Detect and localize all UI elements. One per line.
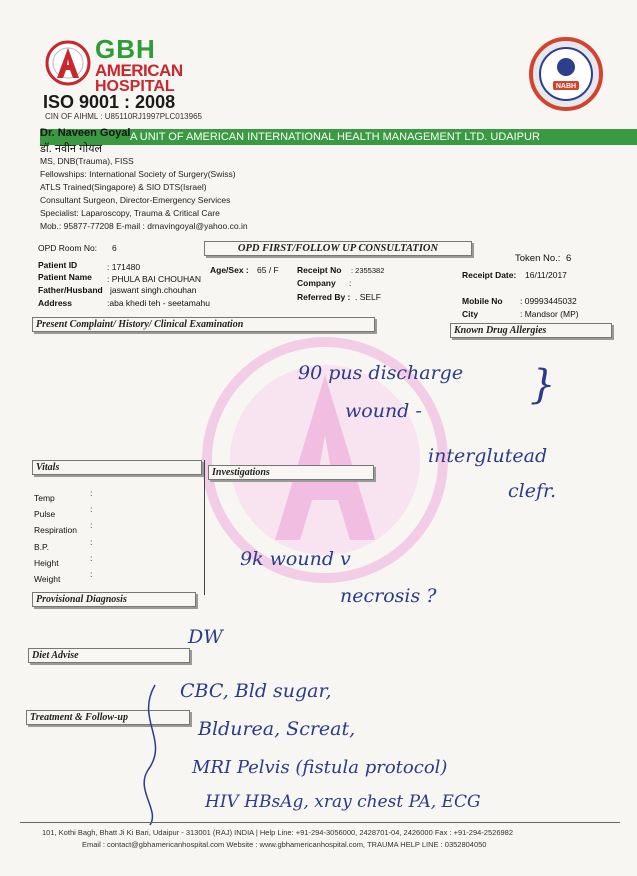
address-label: Address [38, 298, 73, 308]
doctor-training: ATLS Trained(Singapore) & SIO DTS(Israel) [40, 182, 207, 192]
vital-label: B.P. [34, 542, 49, 552]
nabh-seal-icon [529, 37, 603, 111]
handwriting-treatment-1: CBC, Bld sugar, [180, 680, 332, 702]
vital-label: Weight [34, 574, 61, 584]
doctor-qualification: MS, DNB(Trauma), FISS [40, 156, 134, 166]
footer-contact: Email : contact@gbhamericanhospital.com Website : www.gbhamericanhospital.com, TRAUMA HELP LINE : 0352804050 [82, 840, 487, 849]
hospital-name [95, 36, 183, 95]
vital-row [34, 569, 114, 587]
address-value: :aba khedi teh - seetamahu [107, 298, 211, 308]
doctor-name-hindi: डॉ. नवीन गोयल [40, 143, 102, 155]
handwriting-complaint-3: interglutead [428, 445, 548, 467]
handwriting-complaint-4: clefr. [508, 480, 557, 502]
opd-title: OPD FIRST/FOLLOW UP CONSULTATION [204, 241, 472, 256]
vital-label: Pulse [34, 509, 56, 519]
treatment-section-title: Treatment & Follow-up [26, 710, 190, 725]
hospital-logo-icon [45, 40, 91, 86]
patient-name-value: : PHULA BAI CHOUHAN [107, 274, 201, 284]
patient-id-label: Patient ID [38, 260, 78, 270]
receipt-value: : 2355382 [351, 266, 385, 275]
referred-value: . SELF [355, 292, 381, 302]
father-label: Father/Husband [38, 285, 103, 295]
company-label: Company [297, 278, 336, 288]
vital-sep: : [90, 553, 93, 563]
handwriting-brace-icon: } [530, 362, 556, 408]
doctor-speciality: Specialist: Laparoscopy, Trauma & Critical Care [40, 208, 220, 218]
nabh-label: NABH [555, 83, 577, 90]
diet-section-title: Diet Advise [28, 648, 190, 663]
vital-row [34, 520, 114, 538]
investigations-section-title: Investigations [208, 465, 374, 480]
handwriting-complaint-1: 90 pus discharge [298, 362, 464, 384]
receipt-date-value: 16/11/2017 [525, 270, 567, 280]
logo-hospital: HOSPITAL [95, 78, 175, 95]
allergies-section-title: Known Drug Allergies [450, 323, 612, 338]
vital-label: Height [34, 558, 59, 568]
handwriting-treatment-3: MRI Pelvis (fistula protocol) [192, 757, 448, 778]
token-value: 6 [566, 253, 572, 264]
mobile-label: Mobile No [462, 296, 503, 306]
vital-sep: : [90, 488, 93, 498]
vitals-section-title: Vitals [32, 460, 202, 475]
patient-id-value: : 171480 [107, 262, 141, 272]
referred-label: Referred By : [297, 292, 351, 302]
doctor-name: Dr. Naveen Goyal [40, 127, 131, 139]
complaint-section-title: Present Complaint/ History/ Clinical Examination [32, 317, 375, 332]
handwriting-diet: DW [188, 626, 223, 648]
handwriting-complaint-2: wound - [345, 400, 422, 422]
unit-text: A UNIT OF AMERICAN INTERNATIONAL HEALTH MANAGEMENT LTD. UDAIPUR [130, 131, 540, 143]
agesex-value: 65 / F [257, 265, 279, 275]
doctor-fellowship: Fellowships: International Society of Surgery(Swiss) [40, 169, 236, 179]
opd-room-value: 6 [112, 243, 117, 253]
handwriting-diagnosis-1: 9k wound v [240, 548, 351, 570]
city-label: City [462, 309, 479, 319]
logo-gbh: GBH [95, 34, 156, 64]
handwriting-treatment-4: HIV HBsAg, xray chest PA, ECG [205, 792, 481, 812]
vital-sep: : [90, 569, 93, 579]
cin-number: CIN OF AIHML : U85110RJ1997PLC013965 [45, 112, 202, 121]
handwriting-treatment-2: Bldurea, Screat, [198, 718, 356, 740]
handwriting-bracket-icon [130, 680, 170, 830]
agesex-label: Age/Sex : [210, 265, 249, 275]
token-label: Token No.: [515, 253, 561, 264]
handwriting-diagnosis-2: necrosis ? [340, 585, 437, 607]
vital-sep: : [90, 520, 93, 530]
vital-sep: : [90, 537, 93, 547]
receipt-date-label: Receipt Date: [462, 270, 517, 280]
vitals-divider [204, 460, 205, 595]
vital-sep: : [90, 504, 93, 514]
vital-label: Temp [34, 493, 55, 503]
doctor-contact: Mob.: 95877-77208 E-mail : drnavingoyal@yahoo.co.in [40, 221, 248, 231]
footer-address: 101, Kothi Bagh, Bhatt Ji Ki Bari, Udaipur - 313001 (RAJ) INDIA | Help Line: +91-294-3056000, 2428701-04, 2426000 Fax : +91-294-2526982 [42, 828, 514, 837]
provisional-section-title: Provisional Diagnosis [32, 592, 196, 607]
opd-room-label: OPD Room No: [38, 243, 98, 253]
mobile-value: : 09993445032 [520, 296, 577, 306]
father-value: jaswant singh.chouhan [110, 285, 197, 295]
vital-label: Respiration [34, 525, 77, 535]
logo-american: AMERICAN [95, 61, 183, 80]
iso-certification: ISO 9001 : 2008 [43, 92, 176, 112]
company-value: : [349, 278, 352, 288]
receipt-label: Receipt No [297, 265, 342, 275]
city-value: : Mandsor (MP) [520, 309, 579, 319]
doctor-designation: Consultant Surgeon, Director-Emergency Services [40, 195, 231, 205]
patient-name-label: Patient Name [38, 272, 92, 282]
footer-divider [20, 822, 620, 823]
